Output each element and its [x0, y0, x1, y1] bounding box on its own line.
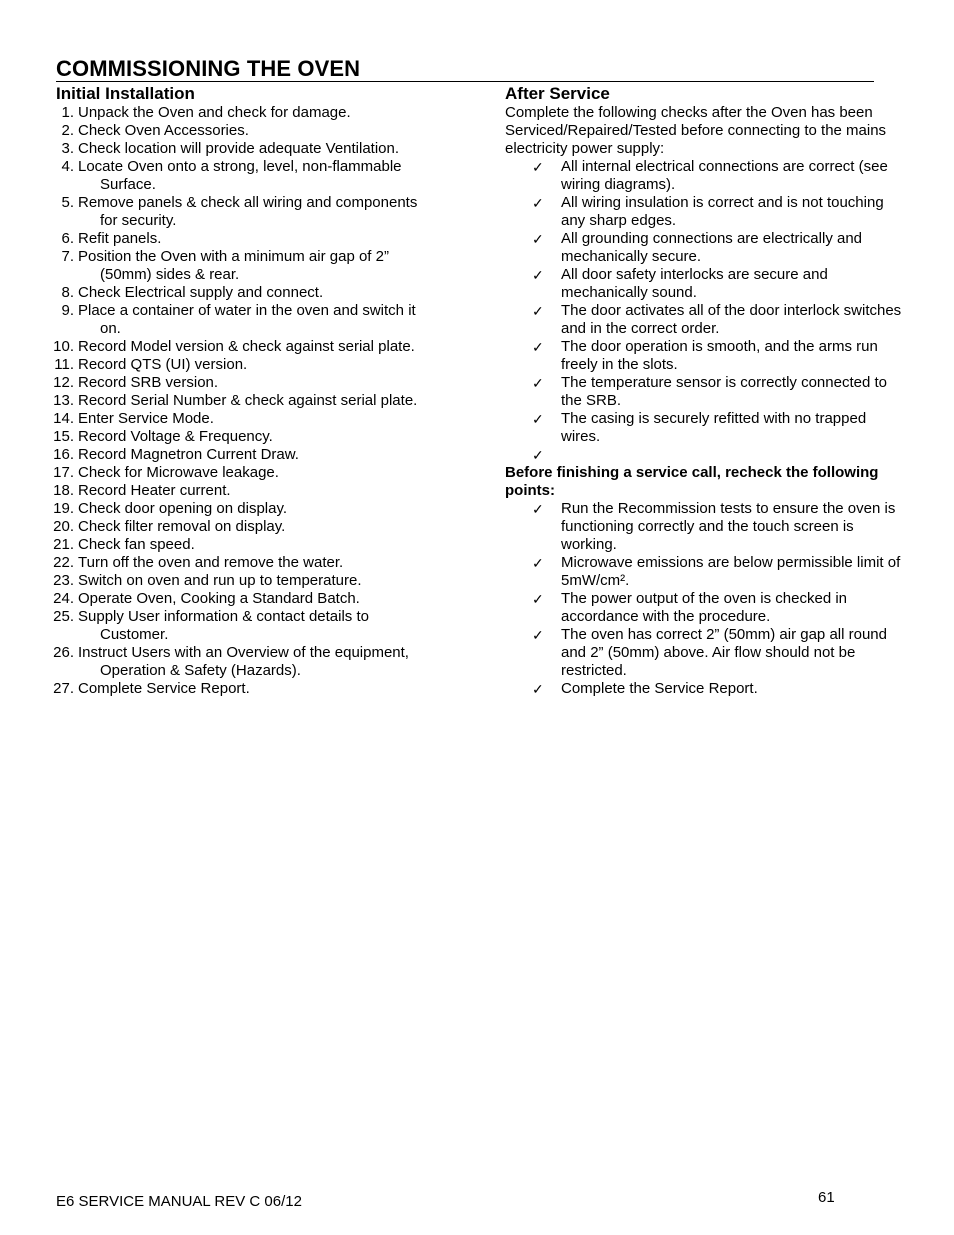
installation-step	[50, 356, 450, 374]
installation-step	[50, 122, 450, 140]
check-text: The power output of the oven is checked in accordance with the procedure.	[561, 590, 848, 625]
installation-step	[50, 158, 450, 194]
step-text-continued: Surface.	[100, 176, 156, 193]
step-text: Remove panels & check all wiring and components	[78, 194, 418, 211]
installation-step	[50, 248, 450, 284]
step-number: 14.	[53, 410, 74, 427]
checkmark-icon: ✓	[532, 195, 544, 211]
step-text: Check Electrical supply and connect.	[78, 284, 324, 301]
step-number: 7.	[61, 248, 74, 265]
step-text: Place a container of water in the oven and switch it	[78, 302, 416, 319]
step-number: 10.	[53, 338, 74, 355]
check-item	[505, 194, 905, 230]
step-number: 11.	[54, 356, 74, 373]
installation-step	[50, 284, 450, 302]
installation-step	[50, 464, 450, 482]
step-number: 1.	[61, 104, 74, 121]
step-text: Position the Oven with a minimum air gap of 2”	[78, 248, 389, 265]
step-text: Locate Oven onto a strong, level, non-flammable	[78, 158, 402, 175]
check-text: All door safety interlocks are secure and mechanically sound.	[561, 266, 828, 301]
step-number: 5.	[61, 194, 74, 211]
step-text-continued: (50mm) sides & rear.	[100, 266, 240, 283]
checkmark-icon: ✓	[532, 303, 544, 319]
step-number: 4.	[61, 158, 74, 175]
check-item	[505, 446, 905, 464]
step-number: 18.	[53, 482, 74, 499]
installation-step	[50, 644, 450, 680]
check-item	[505, 374, 905, 410]
checkmark-icon: ✓	[532, 501, 544, 517]
check-text: The temperature sensor is correctly connected to the SRB.	[561, 374, 887, 409]
installation-step	[50, 194, 450, 230]
installation-step	[50, 518, 450, 536]
checkmark-icon: ✓	[532, 375, 544, 391]
step-text: Record Magnetron Current Draw.	[78, 446, 299, 463]
step-text: Switch on oven and run up to temperature.	[78, 572, 362, 589]
step-text: Record Model version & check against serial plate.	[78, 338, 415, 355]
checkmark-icon: ✓	[532, 591, 544, 607]
checkmark-icon: ✓	[532, 267, 544, 283]
page-number: 61	[818, 1189, 835, 1206]
step-text: Unpack the Oven and check for damage.	[78, 104, 351, 121]
step-number: 3.	[61, 140, 74, 157]
installation-step	[50, 104, 450, 122]
check-text: All internal electrical connections are correct (see wiring diagrams).	[561, 158, 888, 193]
footer-manual-title: E6 SERVICE MANUAL REV C 06/12	[56, 1193, 302, 1210]
step-number: 24.	[53, 590, 74, 607]
step-number: 2.	[61, 122, 74, 139]
checkmark-icon: ✓	[532, 627, 544, 643]
check-item	[505, 266, 905, 302]
page-title: COMMISSIONING THE OVEN	[56, 56, 361, 81]
step-text: Operate Oven, Cooking a Standard Batch.	[78, 590, 360, 607]
step-number: 8.	[61, 284, 74, 301]
recheck-item	[505, 500, 905, 554]
checkmark-icon: ✓	[532, 159, 544, 175]
step-number: 12.	[53, 374, 74, 391]
check-text: All wiring insulation is correct and is not touching any sharp edges.	[561, 194, 884, 229]
installation-steps-list	[50, 104, 450, 698]
installation-step	[50, 482, 450, 500]
step-text-continued: for security.	[100, 212, 177, 229]
installation-step	[50, 392, 450, 410]
recheck-item	[505, 680, 905, 698]
recheck-item	[505, 554, 905, 590]
check-text: The oven has correct 2” (50mm) air gap all round and 2” (50mm) above. Air flow should not be restricted.	[561, 626, 887, 679]
step-text: Turn off the oven and remove the water.	[78, 554, 344, 571]
step-text-continued: Customer.	[100, 626, 169, 643]
installation-step	[50, 446, 450, 464]
checkmark-icon: ✓	[532, 411, 544, 427]
after-service-intro: Complete the following checks after the Oven has been Serviced/Repaired/Tested before connecting to the mains electricity power supply:	[505, 104, 887, 157]
step-text: Record QTS (UI) version.	[78, 356, 248, 373]
step-text: Record Serial Number & check against serial plate.	[78, 392, 418, 409]
step-number: 13.	[53, 392, 74, 409]
installation-step	[50, 680, 450, 698]
step-number: 25.	[53, 608, 74, 625]
check-text: The casing is securely refitted with no trapped wires.	[561, 410, 867, 445]
step-text-continued: Operation & Safety (Hazards).	[100, 662, 301, 679]
recheck-checklist	[505, 500, 905, 698]
after-service-heading: After Service	[505, 84, 610, 103]
step-text: Instruct Users with an Overview of the equipment,	[78, 644, 409, 661]
check-item	[505, 302, 905, 338]
check-item	[505, 410, 905, 446]
step-text: Check Oven Accessories.	[78, 122, 249, 139]
step-number: 21.	[53, 536, 74, 553]
installation-step	[50, 500, 450, 518]
step-number: 26.	[53, 644, 74, 661]
installation-step	[50, 590, 450, 608]
after-service-section	[505, 104, 905, 698]
initial-installation-section	[50, 104, 450, 698]
step-text: Check filter removal on display.	[78, 518, 286, 535]
installation-step	[50, 140, 450, 158]
recheck-note: Before finishing a service call, recheck the following points:	[505, 464, 879, 499]
step-number: 20.	[53, 518, 74, 535]
recheck-item	[505, 626, 905, 680]
check-text: The door activates all of the door interlock switches and in the correct order.	[561, 302, 902, 337]
after-service-checklist	[505, 158, 905, 464]
checkmark-icon: ✓	[532, 555, 544, 571]
step-number: 16.	[53, 446, 74, 463]
checkmark-icon: ✓	[532, 231, 544, 247]
check-text: All grounding connections are electrically and mechanically secure.	[561, 230, 863, 265]
installation-step	[50, 572, 450, 590]
installation-step	[50, 554, 450, 572]
recheck-item	[505, 590, 905, 626]
check-item	[505, 338, 905, 374]
step-number: 27.	[53, 680, 74, 697]
installation-step	[50, 536, 450, 554]
step-text: Record SRB version.	[78, 374, 219, 391]
step-text-continued: on.	[100, 320, 121, 337]
step-text: Refit panels.	[78, 230, 162, 247]
step-text: Supply User information & contact details to	[78, 608, 369, 625]
step-text: Complete Service Report.	[78, 680, 250, 697]
step-number: 19.	[53, 500, 74, 517]
installation-step	[50, 410, 450, 428]
step-text: Check fan speed.	[78, 536, 195, 553]
step-number: 6.	[61, 230, 74, 247]
step-text: Record Heater current.	[78, 482, 231, 499]
checkmark-icon: ✓	[532, 339, 544, 355]
installation-step	[50, 608, 450, 644]
check-item	[505, 230, 905, 266]
check-text: The door operation is smooth, and the arms run freely in the slots.	[561, 338, 878, 373]
step-text: Record Voltage & Frequency.	[78, 428, 273, 445]
step-number: 23.	[53, 572, 74, 589]
title-divider	[56, 81, 874, 82]
installation-step	[50, 428, 450, 446]
step-number: 17.	[53, 464, 74, 481]
checkmark-icon: ✓	[532, 447, 544, 463]
step-text: Check door opening on display.	[78, 500, 288, 517]
step-number: 9.	[61, 302, 74, 319]
step-text: Check for Microwave leakage.	[78, 464, 279, 481]
installation-step	[50, 302, 450, 338]
check-text: Run the Recommission tests to ensure the oven is functioning correctly and the touch screen is working.	[561, 500, 896, 553]
initial-installation-heading: Initial Installation	[56, 84, 195, 103]
step-number: 22.	[53, 554, 74, 571]
installation-step	[50, 338, 450, 356]
step-text: Check location will provide adequate Ventilation.	[78, 140, 400, 157]
installation-step	[50, 230, 450, 248]
checkmark-icon: ✓	[532, 681, 544, 697]
installation-step	[50, 374, 450, 392]
step-text: Enter Service Mode.	[78, 410, 214, 427]
step-number: 15.	[53, 428, 74, 445]
check-text: Complete the Service Report.	[561, 680, 758, 697]
check-text: Microwave emissions are below permissible limit of 5mW/cm².	[561, 554, 901, 589]
check-item	[505, 158, 905, 194]
